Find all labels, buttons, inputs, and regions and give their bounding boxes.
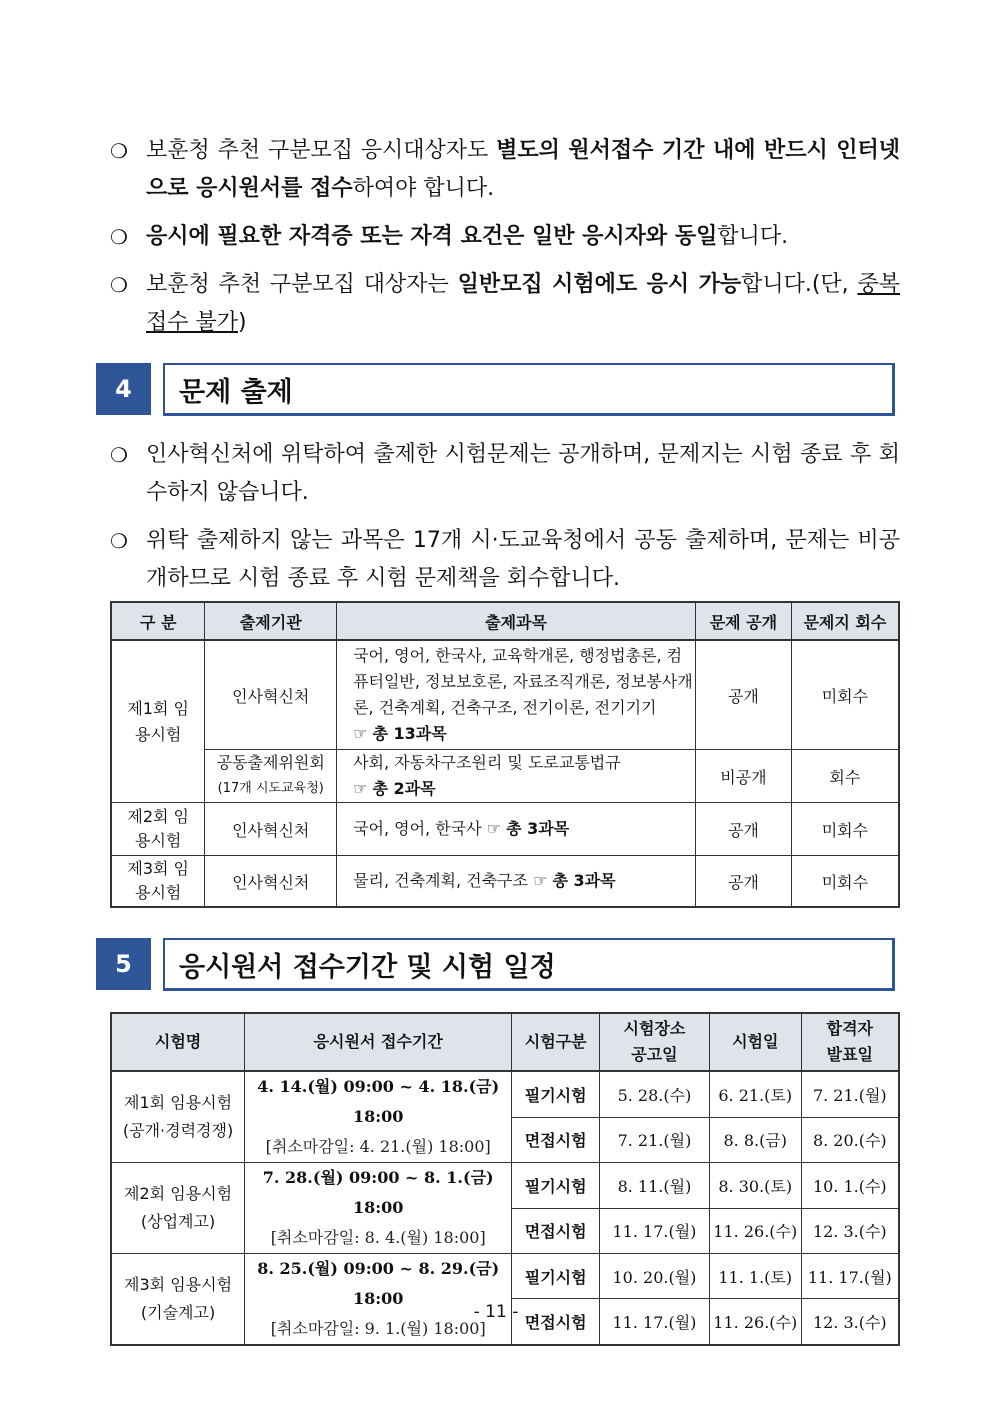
subjects: 사회, 자동차구조원리 및 도로교통법규 ☞ 총 2과목 <box>337 750 696 803</box>
exam-name: 제3회 임용시험 (기술계고) <box>111 1254 245 1346</box>
bullet-text: 하여야 합니다. <box>352 176 495 201</box>
table-row <box>111 803 899 856</box>
application-period: 8. 25.(월) 09:00 ~ 8. 29.(금) 18:00 [취소마감일: 9. 1.(월) 18:00] <box>245 1254 512 1346</box>
exam-name: 제2회 임용시험 (상업계고) <box>111 1163 245 1254</box>
result-date: 10. 1.(수) <box>801 1163 899 1209</box>
result-date: 8. 20.(수) <box>801 1117 899 1162</box>
column-header: 출제기관 <box>205 602 337 640</box>
bullet-text: 위탁 출제하지 않는 과목은 17개 시·도교육청에서 공동 출제하며, 문제는 비공개하므로 시험 종료 후 시험 문제책을 회수합니다. <box>146 528 900 591</box>
exam-name: 제1회 임용시험 <box>111 640 205 803</box>
venue-notice-date: 11. 17.(월) <box>600 1299 710 1345</box>
exam-type: 필기시험 <box>512 1254 600 1299</box>
bullet-item <box>110 522 900 598</box>
subject-total: 총 13과목 <box>372 724 447 743</box>
subjects: 국어, 영어, 한국사, 교육학개론, 행정법총론, 컴퓨터일반, 정보보호론, 자료조직개론, 정보봉사개론, 건축계획, 건축구조, 전기이론, 전기기기 ☞ 총 13과목 <box>337 640 696 750</box>
page-number: - 11 - <box>473 1302 519 1322</box>
venue-notice-date: 8. 11.(월) <box>600 1163 710 1209</box>
exam-date: 8. 8.(금) <box>709 1117 801 1162</box>
exam-date: 8. 30.(토) <box>709 1163 801 1209</box>
result-date: 7. 21.(월) <box>801 1071 899 1117</box>
bullet-item <box>110 436 900 512</box>
column-header: 문제 공개 <box>696 602 792 640</box>
pointer-icon: ☞ <box>353 724 368 743</box>
column-header: 시험구분 <box>512 1013 600 1071</box>
collect-status: 회수 <box>791 750 899 803</box>
bullet-item <box>110 218 900 256</box>
open-status: 공개 <box>696 856 792 908</box>
column-header: 문제지 회수 <box>791 602 899 640</box>
section-5-header <box>96 938 895 990</box>
exam-name: 제3회 임용시험 <box>111 856 205 908</box>
circle-bullet-icon: ❍ <box>110 225 128 249</box>
collect-status: 미회수 <box>791 640 899 750</box>
table-row <box>111 856 899 908</box>
exam-name: 제2회 임용시험 <box>111 803 205 856</box>
bullet-text: 보훈청 추천 구분모집 대상자는 <box>146 272 458 297</box>
notice-bullets-top <box>110 132 900 342</box>
table-row <box>111 1254 899 1299</box>
bullet-text-underline: 중복 접수 불가 <box>146 272 900 335</box>
bullet-text-bold: 응시에 필요한 자격증 또는 자격 요건은 일반 응시자와 동일 <box>146 224 718 249</box>
subject-total: 총 3과목 <box>552 871 616 890</box>
exam-type: 면접시험 <box>512 1208 600 1254</box>
result-date: 12. 3.(수) <box>801 1208 899 1254</box>
bullet-text: ) <box>238 310 247 335</box>
exam-name: 제1회 임용시험 (공개·경력경쟁) <box>111 1071 245 1163</box>
application-period: 4. 14.(월) 09:00 ~ 4. 18.(금) 18:00 [취소마감일: 4. 21.(월) 18:00] <box>245 1071 512 1163</box>
exam-date: 6. 21.(토) <box>709 1071 801 1117</box>
column-header: 출제과목 <box>337 602 696 640</box>
org-name: 인사혁신처 <box>205 640 337 750</box>
exam-type: 면접시험 <box>512 1117 600 1162</box>
column-header: 시험일 <box>709 1013 801 1071</box>
exam-date: 11. 26.(수) <box>709 1299 801 1345</box>
exam-type: 필기시험 <box>512 1163 600 1209</box>
bullet-text-bold: 일반모집 시험에도 응시 가능 <box>457 272 742 297</box>
table-header-row <box>111 602 899 640</box>
exam-type: 면접시험 <box>512 1299 600 1345</box>
circle-bullet-icon: ❍ <box>110 529 128 553</box>
venue-notice-date: 5. 28.(수) <box>600 1071 710 1117</box>
circle-bullet-icon: ❍ <box>110 139 128 163</box>
column-header: 시험명 <box>111 1013 245 1071</box>
exam-type: 필기시험 <box>512 1071 600 1117</box>
table-row <box>111 640 899 750</box>
circle-bullet-icon: ❍ <box>110 443 128 467</box>
bullet-text: 보훈청 추천 구분모집 응시대상자도 <box>146 138 497 163</box>
subjects: 국어, 영어, 한국사 ☞ 총 3과목 <box>337 803 696 856</box>
bullet-item <box>110 266 900 342</box>
open-status: 공개 <box>696 803 792 856</box>
exam-date: 11. 1.(토) <box>709 1254 801 1299</box>
column-header: 합격자 발표일 <box>801 1013 899 1071</box>
open-status: 비공개 <box>696 750 792 803</box>
pointer-icon: ☞ <box>353 779 368 798</box>
bullet-item <box>110 132 900 208</box>
org-name: 인사혁신처 <box>205 856 337 908</box>
column-header: 구 분 <box>111 602 205 640</box>
section-number: 4 <box>96 363 151 415</box>
question-source-table <box>110 601 900 908</box>
bullet-text: 합니다.(단, <box>741 272 858 297</box>
table-row <box>111 1163 899 1209</box>
venue-notice-date: 11. 17.(월) <box>600 1208 710 1254</box>
column-header: 시험장소 공고일 <box>600 1013 710 1071</box>
section-title: 문제 출제 <box>163 363 895 416</box>
subject-total: 총 2과목 <box>372 779 436 798</box>
org-name: 인사혁신처 <box>205 803 337 856</box>
open-status: 공개 <box>696 640 792 750</box>
table-header-row <box>111 1013 899 1071</box>
section-4-header <box>96 363 895 415</box>
subject-total: 총 3과목 <box>506 819 570 838</box>
subjects: 물리, 건축계획, 건축구조 ☞ 총 3과목 <box>337 856 696 908</box>
venue-notice-date: 10. 20.(월) <box>600 1254 710 1299</box>
pointer-icon: ☞ <box>533 871 548 890</box>
bullet-text: 합니다. <box>717 224 789 249</box>
table-row <box>111 1071 899 1117</box>
collect-status: 미회수 <box>791 856 899 908</box>
venue-notice-date: 7. 21.(월) <box>600 1117 710 1162</box>
exam-schedule-table <box>110 1012 900 1346</box>
table-row <box>111 750 899 803</box>
collect-status: 미회수 <box>791 803 899 856</box>
result-date: 12. 3.(수) <box>801 1299 899 1345</box>
application-period: 7. 28.(월) 09:00 ~ 8. 1.(금) 18:00 [취소마감일: 8. 4.(월) 18:00] <box>245 1163 512 1254</box>
column-header: 응시원서 접수기간 <box>245 1013 512 1071</box>
section-number: 5 <box>96 938 151 990</box>
notice-bullets-mid <box>110 436 900 598</box>
section-title: 응시원서 접수기간 및 시험 일정 <box>163 938 895 991</box>
exam-date: 11. 26.(수) <box>709 1208 801 1254</box>
pointer-icon: ☞ <box>486 819 502 838</box>
org-name: 공동출제위원회 (17개 시도교육청) <box>205 750 337 803</box>
bullet-text-bold: 별도의 원서접수 기간 내에 반드시 인터넷으로 응시원서를 접수 <box>146 138 900 201</box>
bullet-text: 인사혁신처에 위탁하여 출제한 시험문제는 공개하며, 문제지는 시험 종료 후 회수하지 않습니다. <box>146 442 900 505</box>
result-date: 11. 17.(월) <box>801 1254 899 1299</box>
circle-bullet-icon: ❍ <box>110 273 128 297</box>
